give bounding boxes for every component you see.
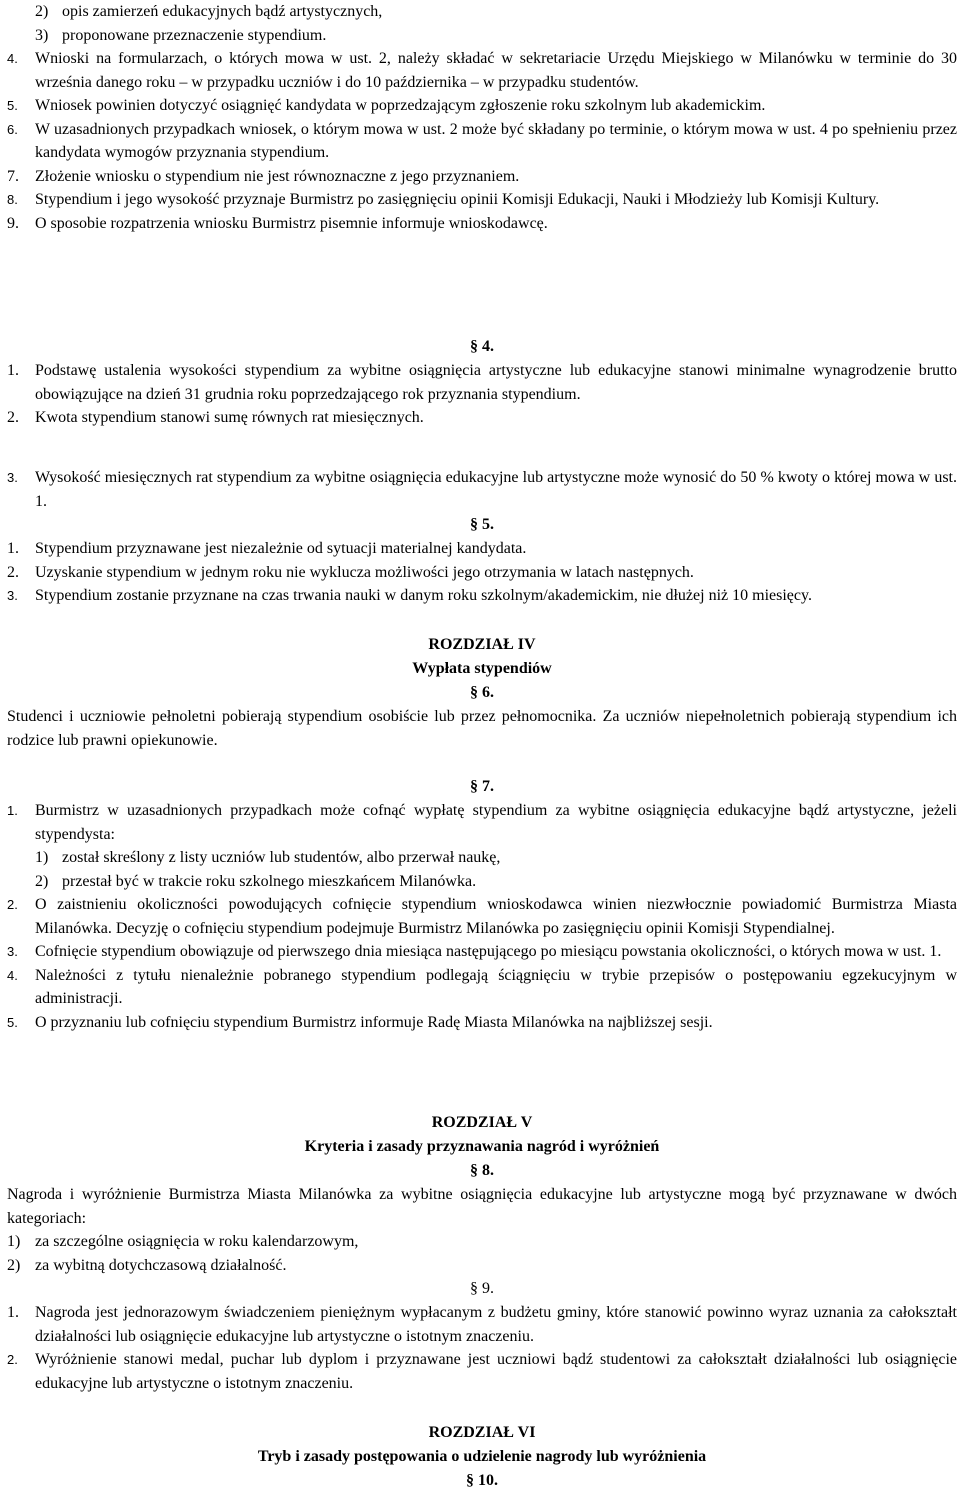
list-number: 3.: [7, 588, 18, 603]
sub-list-item: [7, 846, 957, 870]
section-heading: § 8.: [470, 1162, 494, 1179]
list-item: [7, 188, 957, 212]
list-number: 2.: [7, 409, 19, 426]
sub-list-item: [7, 1230, 957, 1254]
list-item: [7, 799, 957, 846]
list-item: [7, 537, 957, 561]
list-item: [7, 47, 957, 94]
list-number: 2.: [7, 563, 19, 581]
sub-list-item: [7, 870, 957, 894]
list-text: opis zamierzeń edukacyjnych bądź artystycznych,: [62, 3, 383, 20]
list-item: [7, 118, 957, 165]
list-text: W uzasadnionych przypadkach wniosek, o którym mowa w ust. 2 może być składany po terminie, o którym mowa w ust. 4 po spełnieniu przez kandydata wymogów przyznania stypendium.: [35, 120, 957, 161]
list-text: Wysokość miesięcznych rat stypendium za wybitne osiągnięcia edukacyjne lub artystyczne może wynosić do 50 % kwoty o której mowa w ust. 1.: [35, 469, 957, 510]
list-number: 4.: [7, 51, 18, 66]
chapter-title: ROZDZIAŁ IV: [428, 636, 536, 653]
list-item: [7, 466, 957, 513]
section-7-items: [7, 799, 957, 1034]
list-number: 7.: [7, 167, 19, 185]
list-item: [7, 24, 957, 48]
top-list: [7, 0, 957, 47]
list-number: 1.: [7, 540, 19, 557]
section-6-text: Studenci i uczniowie pełnoletni pobierają stypendium osobiście lub przez pełnomocnika. Za uczniów niepełnoletnich pobierają stypendium ich rodzice lub prawni opiekunowie.: [7, 708, 957, 749]
section-4-item-3: [7, 466, 957, 513]
chapter-title: ROZDZIAŁ VI: [428, 1424, 536, 1441]
list-item: [7, 940, 957, 964]
list-number: 9.: [7, 214, 19, 232]
list-number: 4.: [7, 967, 18, 983]
list-text: został skreślony z listy uczniów lub studentów, albo przerwał naukę,: [62, 849, 501, 866]
list-text: za wybitną dotychczasową działalność.: [35, 1256, 287, 1274]
section-9-items: [7, 1301, 957, 1395]
list-item: [7, 893, 957, 940]
sub-list-item: [7, 1254, 957, 1278]
section-8-text: Nagroda i wyróżnienie Burmistrza Miasta Milanówka za wybitne osiągnięcia edukacyjne lub artystyczne mogą być przyznawane w dwóch kategoriach:: [7, 1186, 957, 1227]
list-number: 1): [7, 1233, 21, 1250]
chapter-title: ROZDZIAŁ V: [431, 1114, 533, 1131]
list-text: Podstawę ustalenia wysokości stypendium za wybitne osiągnięcia artystyczne lub edukacyjne stanowi minimalne wynagrodzenie brutto obowiązujące na dzień 31 grudnia roku poprzedzającego rok przyznania stypendium.: [35, 362, 957, 403]
list-number: 3): [35, 26, 49, 44]
list-text: Stypendium i jego wysokość przyznaje Burmistrz po zasięgnięciu opinii Komisji Edukacji, Nauki i Młodzieży lub Komisji Kultury.: [35, 191, 880, 208]
list-text: Wniosek powinien dotyczyć osiągnięć kandydata w poprzedzającym zgłoszenie roku szkolnym lub akademickim.: [35, 97, 766, 114]
list-text: Nagroda jest jednorazowym świadczeniem pieniężnym wypłacanym z budżetu gminy, które stanowić powinno wyraz uznania za całokształt działalności lub osiągnięcie edukacyjne lub artystyczne o istotnym znaczeniu.: [35, 1304, 957, 1345]
section-4-items: [7, 359, 957, 430]
section-heading: § 6.: [470, 684, 494, 701]
list-number: 1.: [7, 1304, 19, 1321]
list-number: 5.: [7, 98, 18, 113]
list-text: proponowane przeznaczenie stypendium.: [62, 26, 327, 44]
list-number: 1): [35, 849, 49, 866]
chapter-subtitle: Tryb i zasady postępowania o udzielenie nagrody lub wyróżnienia: [257, 1448, 707, 1465]
list-number: 2.: [7, 897, 18, 912]
list-number: 2.: [7, 1352, 18, 1367]
list-text: Należności z tytułu nienależnie pobranego stypendium podlegają ściągnięciu w trybie przepisów o postępowaniu egzekucyjnym w administracji.: [35, 966, 957, 1007]
section-5-items: [7, 537, 957, 608]
list-number: 3.: [7, 470, 18, 485]
list-number: 1.: [7, 362, 19, 379]
list-item: [7, 212, 957, 236]
section-heading: § 4.: [470, 338, 494, 355]
list-text: Stypendium zostanie przyznane na czas trwania nauki w danym roku szkolnym/akademickim, nie dłużej niż 10 miesięcy.: [35, 587, 812, 604]
list-item: [7, 0, 957, 24]
section-3-items: [7, 47, 957, 235]
section-heading: § 9.: [470, 1280, 494, 1297]
list-number: 2): [7, 1256, 21, 1274]
list-text: Wnioski na formularzach, o których mowa w ust. 2, należy składać w sekretariacie Urzędu Miejskiego w Milanówku w terminie do 30 września danego roku – w przypadku uczniów i do 10 października – w przypadku studentów.: [35, 50, 957, 91]
list-text: Burmistrz w uzasadnionych przypadkach może cofnąć wypłatę stypendium za wybitne osiągnięcia edukacyjne bądź artystyczne, jeżeli stypendysta:: [35, 802, 957, 843]
list-item: [7, 584, 957, 608]
list-number: 8.: [7, 192, 18, 207]
list-text: Cofnięcie stypendium obowiązuje od pierwszego dnia miesiąca następującego po miesiącu powstania okoliczności, o których mowa w ust. 1.: [35, 943, 942, 960]
section-heading: § 7.: [470, 778, 494, 795]
list-item: [7, 165, 957, 189]
list-text: za szczególne osiągnięcia w roku kalendarzowym,: [35, 1233, 359, 1250]
list-number: 3.: [7, 944, 18, 959]
list-text: Złożenie wniosku o stypendium nie jest równoznaczne z jego przyznaniem.: [35, 167, 520, 185]
list-text: Kwota stypendium stanowi sumę równych rat miesięcznych.: [35, 409, 424, 426]
section-8-body: [7, 1183, 957, 1277]
list-item: [7, 964, 957, 1011]
list-text: Uzyskanie stypendium w jednym roku nie wyklucza możliwości jego otrzymania w latach następnych.: [35, 563, 694, 581]
chapter-subtitle: Kryteria i zasady przyznawania nagród i wyróżnień: [304, 1138, 660, 1155]
list-item: [7, 406, 957, 430]
list-number: 2): [35, 3, 49, 20]
list-text: Stypendium przyznawane jest niezależnie od sytuacji materialnej kandydata.: [35, 540, 527, 557]
list-text: Wyróżnienie stanowi medal, puchar lub dyplom i przyznawane jest uczniowi bądź studentowi za całokształt działalności lub osiągnięcie edukacyjne lub artystyczne o istotnym znaczeniu.: [35, 1351, 957, 1392]
list-text: O przyznaniu lub cofnięciu stypendium Burmistrz informuje Radę Miasta Milanówka na najbliższej sesji.: [35, 1013, 713, 1031]
list-number: 1.: [7, 803, 18, 818]
list-text: O zaistnieniu okoliczności powodujących cofnięcie stypendium wnioskodawca winien niezwłocznie powiadomić Burmistrza Miasta Milanówka. Decyzję o cofnięciu stypendium podejmuje Burmistrz Milanówka po zasięgnięciu opinii Komisji Stypendialnej.: [35, 896, 957, 937]
list-item: [7, 359, 957, 406]
list-item: [7, 1301, 957, 1348]
list-number: 5.: [7, 1014, 18, 1030]
section-heading: § 5.: [470, 516, 494, 533]
list-item: [7, 94, 957, 118]
list-number: 2): [35, 872, 49, 890]
section-heading: § 10.: [466, 1472, 498, 1489]
chapter-subtitle: Wypłata stypendiów: [412, 660, 552, 677]
list-item: [7, 1348, 957, 1395]
list-item: [7, 561, 957, 585]
list-text: przestał być w trakcie roku szkolnego mieszkańcem Milanówka.: [62, 872, 477, 890]
list-text: O sposobie rozpatrzenia wniosku Burmistrz pisemnie informuje wnioskodawcę.: [35, 214, 548, 232]
list-item: [7, 1011, 957, 1035]
list-number: 6.: [7, 121, 18, 137]
